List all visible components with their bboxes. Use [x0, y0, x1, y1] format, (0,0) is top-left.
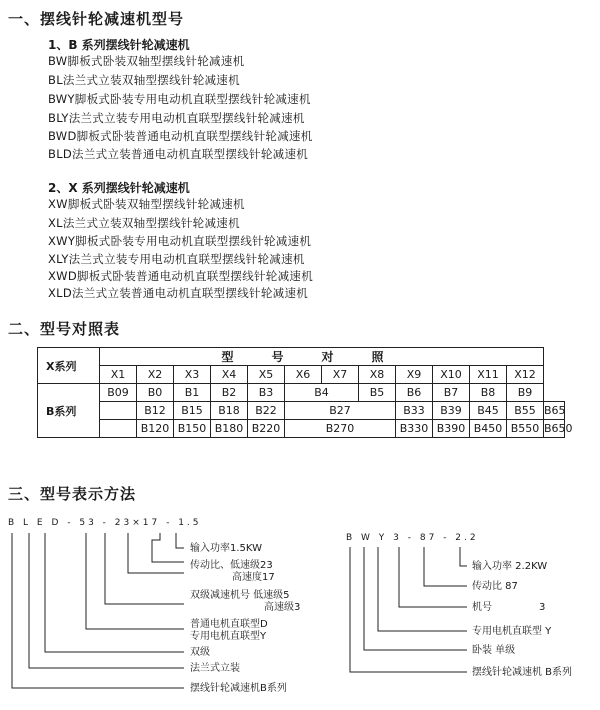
- table-cell: B39: [433, 402, 470, 420]
- table-cell: X1: [100, 366, 137, 384]
- bracket-line: [29, 533, 184, 668]
- table-cell: X10: [433, 366, 470, 384]
- table-cell: B27: [285, 402, 396, 420]
- list-item: BL法兰式立装双轴型摆线针轮减速机: [48, 73, 240, 87]
- bracket-line: [12, 533, 184, 688]
- table-cell: X3: [174, 366, 211, 384]
- table-cell: B8: [470, 384, 507, 402]
- table-cell: B9: [507, 384, 544, 402]
- label-motor-d: 普通电机直联型D: [190, 619, 268, 630]
- table-cell: B55: [507, 402, 544, 420]
- list-item: BW脚板式卧装双轴型摆线针轮减速机: [48, 54, 245, 68]
- b-series-label: B系列: [38, 384, 100, 438]
- list-item: BLY法兰式立装专用电动机直联型摆线针轮减速机: [48, 111, 305, 125]
- table-cell: B330: [396, 420, 433, 438]
- table-cell: B450: [470, 420, 507, 438]
- label-input-power: 输入功率1.5KW: [190, 543, 262, 554]
- bracket-line: [399, 547, 467, 607]
- label-frame-high: 高速级3: [264, 602, 301, 613]
- table-cell: B150: [174, 420, 211, 438]
- table-cell: B12: [137, 402, 174, 420]
- table-cell: B1: [174, 384, 211, 402]
- label-input-power: 输入功率 2.2KW: [472, 561, 548, 572]
- section2-title: 二、型号对照表: [8, 320, 121, 338]
- table-cell: B270: [285, 420, 396, 438]
- table-cell: B65: [544, 402, 565, 420]
- x-series-label: X系列: [38, 348, 100, 384]
- table-cell: B120: [137, 420, 174, 438]
- label-b-series: 摆线针轮减速机 B系列: [472, 667, 573, 678]
- label-double-stage: 双级: [190, 647, 210, 658]
- bracket-line: [105, 533, 184, 604]
- table-cell: B45: [470, 402, 507, 420]
- table-cell: X6: [285, 366, 322, 384]
- table-cell: B5: [359, 384, 396, 402]
- label-frame-low: 双级减速机号 低速级5: [190, 590, 290, 601]
- table-cell: X4: [211, 366, 248, 384]
- label-b-series: 摆线针轮减速机B系列: [190, 683, 287, 694]
- b-series-title: 1、B 系列摆线针轮减速机: [48, 38, 190, 52]
- bracket-line: [45, 533, 184, 652]
- list-item: BLD法兰式立装普通电动机直联型摆线针轮减速机: [48, 147, 309, 161]
- table-cell: B0: [137, 384, 174, 402]
- label-frame: 机号: [472, 602, 492, 613]
- table-header: 型号对照: [100, 348, 544, 366]
- bracket-line: [378, 547, 467, 631]
- label-ratio-low: 传动比、低速级23: [190, 560, 273, 571]
- bracket-line: [86, 533, 184, 629]
- table-cell: B6: [396, 384, 433, 402]
- left-model-code: B L E D - 53 - 23×17 - 1.5: [8, 518, 202, 528]
- bracket-line: [176, 533, 184, 548]
- section1-title: 一、摆线针轮减速机型号: [8, 10, 185, 28]
- right-model-code: B W Y 3 - 87 - 2.2: [346, 533, 479, 543]
- bracket-line: [460, 547, 467, 566]
- table-cell: B550: [507, 420, 544, 438]
- table-cell: B3: [248, 384, 285, 402]
- bracket-line: [364, 547, 467, 650]
- label-motor-y: 专用电机直联型Y: [190, 631, 267, 642]
- table-cell: B33: [396, 402, 433, 420]
- table-cell: X8: [359, 366, 396, 384]
- label-ratio-high: 高速度17: [232, 572, 275, 583]
- table-cell: X7: [322, 366, 359, 384]
- list-item: XL法兰式立装双轴型摆线针轮减速机: [48, 216, 240, 230]
- label-ratio: 传动比 87: [472, 581, 518, 592]
- table-cell: B2: [211, 384, 248, 402]
- label-frame-number: 3: [539, 602, 546, 613]
- list-item: XWD脚板式卧装普通电动机直联型摆线针轮减速机: [48, 269, 314, 283]
- table-cell: B15: [174, 402, 211, 420]
- list-item: XLY法兰式立装专用电动机直联型摆线针轮减速机: [48, 252, 305, 266]
- table-cell: X11: [470, 366, 507, 384]
- table-cell: B220: [248, 420, 285, 438]
- list-item: BWD脚板式卧装普通电动机直联型摆线针轮减速机: [48, 129, 313, 143]
- table-cell: X2: [137, 366, 174, 384]
- bracket-line: [350, 547, 467, 672]
- label-flange-vertical: 法兰式立装: [190, 663, 240, 674]
- table-cell: B390: [433, 420, 470, 438]
- table-cell: B180: [211, 420, 248, 438]
- table-cell: B7: [433, 384, 470, 402]
- list-item: XWY脚板式卧装专用电动机直联型摆线针轮减速机: [48, 234, 312, 248]
- table-cell: X5: [248, 366, 285, 384]
- label-horizontal-single: 卧装 单级: [472, 645, 516, 656]
- table-cell: B650: [544, 420, 565, 438]
- list-item: BWY脚板式卧装专用电动机直联型摆线针轮减速机: [48, 92, 311, 106]
- table-cell: B18: [211, 402, 248, 420]
- list-item: XW脚板式卧装双轴型摆线针轮减速机: [48, 197, 245, 211]
- table-cell: B4: [285, 384, 359, 402]
- label-motor-y: 专用电机直联型 Y: [472, 626, 552, 637]
- x-series-title: 2、X 系列摆线针轮减速机: [48, 181, 190, 195]
- table-cell: X12: [507, 366, 544, 384]
- table-cell: B22: [248, 402, 285, 420]
- table-cell: X9: [396, 366, 433, 384]
- table-cell: B09: [100, 384, 137, 402]
- list-item: XLD法兰式立装普通电动机直联型摆线针轮减速机: [48, 286, 309, 300]
- section3-title: 三、型号表示方法: [8, 485, 137, 503]
